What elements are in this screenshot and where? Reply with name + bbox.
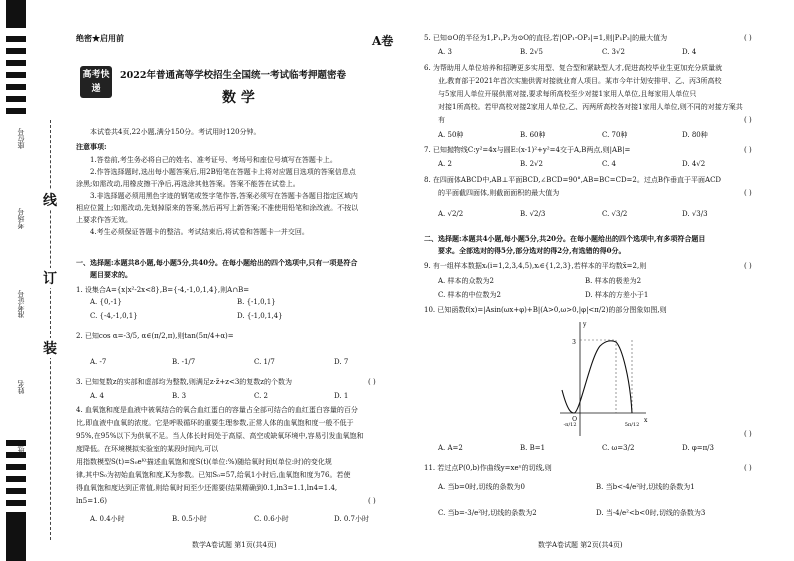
- q10-option-b[interactable]: B. B=1: [520, 444, 546, 452]
- notice-line: 上要求作答无效。: [76, 216, 132, 224]
- q4-option-d[interactable]: D. 0.7小时: [334, 515, 369, 523]
- secret-label: 绝密★启用前: [76, 33, 124, 43]
- q3-stem: 3. 已知复数z的实部和虚部均为整数,则满足z·z̄+z<3的复数z的个数为: [76, 378, 292, 386]
- notice-line: 2.作答选择题时,选出每小题答案后,用2B铅笔在答题卡上将对应题目选项的答案信息点: [90, 168, 356, 176]
- q4-line: 律,其中S₀为初始血氧饱和度,K为参数。已知S₀=57,给氧1小时后,血氧饱和度为76。若使: [76, 471, 351, 479]
- q10-option-c[interactable]: C. ω=3/2: [602, 444, 635, 452]
- cut-line: [50, 120, 51, 540]
- paper-type: A卷: [372, 34, 394, 48]
- q6-answer-bracket[interactable]: ( ): [744, 116, 752, 124]
- q11-answer-bracket[interactable]: ( ): [744, 464, 752, 472]
- exam-title: 2022年普通高等学校招生全国统一考试临考押题密卷: [120, 70, 346, 81]
- q9-option-d[interactable]: D. 样本的方差小于1: [585, 291, 649, 299]
- q7-stem: 7. 已知抛物线C:y²=4x与圆E:(x-1)²+y²=4交于A,B两点,则|AB|=: [424, 146, 631, 154]
- q4-line: 4. 血氧饱和度是血液中被氧结合的氧合血红蛋白的容量占全部可结合的血红蛋白容量的百分: [76, 406, 358, 414]
- page-1: [72, 0, 412, 561]
- q1-option-a[interactable]: A. {0,-1}: [90, 298, 122, 306]
- function-curve: [562, 341, 632, 413]
- q4-line: 用指数模型S(t)=S₀eᴷᵗ描述血氧饱和度S(t)(单位:%)随给氧时间t(单位:时)的变化规: [76, 458, 332, 466]
- q1-option-c[interactable]: C. {-4,-1,0,1}: [90, 312, 138, 320]
- q5-option-b[interactable]: B. 2√5: [520, 48, 543, 56]
- q8-option-b[interactable]: B. √2/3: [520, 210, 546, 218]
- q4-line: 比,即血液中血氧的浓度。它是呼吸循环的重要生理参数,正常人体的血氧饱和度一般不低于: [76, 419, 354, 427]
- q3-option-d[interactable]: D. 1: [334, 392, 349, 400]
- q2-option-c[interactable]: C. 1/7: [254, 358, 275, 366]
- page-2-footer: 数学A卷试题 第2页(共4页): [538, 541, 623, 549]
- q8-line: 的平面截四面体,则截面面积的最大值为: [438, 189, 560, 197]
- x-tick-label: 5π/12: [624, 422, 640, 428]
- q5-option-c[interactable]: C. 3√2: [602, 48, 625, 56]
- line-mark: 线: [43, 190, 57, 210]
- q1-option-b[interactable]: B. {-1,0,1}: [237, 298, 276, 306]
- subject-title: 数 学: [222, 90, 255, 106]
- q9-option-c[interactable]: C. 样本的中位数为2: [438, 291, 502, 299]
- binding-margin: [0, 0, 70, 561]
- q11-stem: 11. 若过点P(0,b)作曲线y=xeˣ的切线,则: [424, 464, 552, 472]
- q4-option-b[interactable]: B. 0.5小时: [172, 515, 207, 523]
- q8-option-a[interactable]: A. √2/2: [438, 210, 464, 218]
- q4-answer-bracket[interactable]: ( ): [368, 497, 376, 505]
- q6-line: 与5家用人单位开展供需对接,要求每所高校至少对接1家用人单位,且每家用人单位只: [438, 90, 697, 98]
- q11-option-c[interactable]: C. 当b=-3/e²时,切线的条数为2: [438, 509, 537, 517]
- page-1-footer: 数学A卷试题 第1页(共4页): [192, 541, 277, 549]
- q6-option-b[interactable]: B. 60种: [520, 131, 546, 139]
- class-label: 班级: [17, 440, 25, 454]
- x-tick-label: -π/12: [563, 422, 577, 428]
- q5-stem: 5. 已知⊙O的半径为1,P₁,P₂为⊙O的直径,若|OP₁-OP₂|=1,则|P₁P₂|的最大值为: [424, 34, 668, 42]
- q2-option-d[interactable]: D. 7: [334, 358, 349, 366]
- q4-line: 得血氧饱和度达到正常值,则给氧时间至少还需要(结果精确到0.1,ln3=1.1,ln4=1.4,: [76, 484, 338, 492]
- q2-stem: 2. 已知cos α=-3/5, α∈(π/2,π),则tan(5π/4+α)=: [76, 332, 234, 340]
- q8-line: 8. 在四面体ABCD中,AB⊥平面BCD,∠BCD=90°,AB=BC=CD=2。过点B作垂直于平面ACD: [424, 176, 722, 184]
- q11-option-a[interactable]: A. 当b=0时,切线的条数为0: [438, 483, 525, 491]
- q9-answer-bracket[interactable]: ( ): [744, 262, 752, 270]
- q4-line: 度降低。在环境模拟实验室的某段时间内,可以: [76, 445, 219, 453]
- q3-option-a[interactable]: A. 4: [90, 392, 104, 400]
- notice-line: 1.答卷前,考生务必将自己的姓名、准考证号、考场号和座位号填写在答题卡上。: [90, 156, 337, 164]
- q1-option-d[interactable]: D. {-1,0,1,4}: [237, 312, 283, 320]
- q7-option-b[interactable]: B. 2√2: [520, 160, 543, 168]
- q2-option-b[interactable]: B. -1/7: [172, 358, 196, 366]
- q6-line: 对接1所高校。若甲高校对接2家用人单位,乙、丙两所高校各对接1家用人单位,则不同的对接方案共: [438, 103, 743, 111]
- q9-option-a[interactable]: A. 样本的众数为2: [438, 277, 494, 285]
- q4-option-a[interactable]: A. 0.4小时: [90, 515, 125, 523]
- q10-option-d[interactable]: D. φ=π/3: [682, 444, 714, 452]
- q8-option-c[interactable]: C. √3/2: [602, 210, 628, 218]
- notice-line: 相应位置上;如需改动,先划掉原来的答案,然后再写上新答案;不准使用铅笔和涂改液。不按以: [76, 204, 359, 212]
- q7-option-c[interactable]: C. 4: [602, 160, 617, 168]
- q3-option-c[interactable]: C. 2: [254, 392, 269, 400]
- q5-answer-bracket[interactable]: ( ): [744, 34, 752, 42]
- q5-option-a[interactable]: A. 3: [438, 48, 452, 56]
- x-axis-label: x: [644, 417, 648, 424]
- q4-line: ln5=1.6): [76, 497, 107, 505]
- q11-option-b[interactable]: B. 当b<-4/e²时,切线的条数为1: [596, 483, 695, 491]
- section-1-heading: 一、选择题:本题共8小题,每小题5分,共40分。在每小题给出的四个选项中,只有一项是符合: [76, 258, 358, 267]
- q4-option-c[interactable]: C. 0.6小时: [254, 515, 289, 523]
- seat-label: 座位号: [17, 128, 25, 149]
- y-axis-label: y: [583, 321, 587, 328]
- q1-stem: 1. 设集合A={x|x²-2x<8},B={-4,-1,0,1,4},则A∩B=: [76, 286, 250, 294]
- notice-line: 涂黑;如需改动,用橡皮擦干净后,再选涂其他答案。答案不能答在试卷上。: [76, 180, 300, 188]
- bind-mark: 订: [43, 268, 57, 288]
- logo: 高考快递: [80, 66, 112, 98]
- notice-line: 4.考生必须保证答题卡的整洁。考试结束后,将试卷和答题卡一并交回。: [90, 228, 309, 236]
- ticket-label: 准考证号: [17, 290, 25, 318]
- q5-option-d[interactable]: D. 4: [682, 48, 697, 56]
- q9-stem: 9. 有一组样本数据xᵢ(i=1,2,3,4,5),xᵢ∈{1,2,3},若样本的平均数x̄=2,则: [424, 262, 647, 270]
- notice-title: 注意事项:: [76, 142, 107, 151]
- section-2-heading: 二、选择题:本题共4小题,每小题5分,共20分。在每小题给出的四个选项中,有多项符合题目: [424, 234, 706, 243]
- q2-option-a[interactable]: A. -7: [90, 358, 107, 366]
- q8-answer-bracket[interactable]: ( ): [744, 189, 752, 197]
- q10-option-a[interactable]: A. A=2: [438, 444, 463, 452]
- q6-line: 有: [438, 116, 445, 124]
- q10-graph: [560, 318, 650, 438]
- q6-line: 6. 为帮助用人单位培养和招聘更多实用型、复合型和紧缺型人才,促进高校毕业生更加充分质量就: [424, 64, 723, 72]
- room-label: 考场号: [17, 208, 25, 229]
- q6-option-d[interactable]: D. 80种: [682, 131, 708, 139]
- q8-option-d[interactable]: D. √3/3: [682, 210, 708, 218]
- q4-line: 95%,在95%以下为供氧不足。当人体长时间处于高原、高空或缺氧环境中,容易引发血氧饱和: [76, 432, 364, 440]
- page-2: [420, 0, 790, 561]
- q7-option-a[interactable]: A. 2: [438, 160, 452, 168]
- q7-option-d[interactable]: D. 4√2: [682, 160, 706, 168]
- section-2-heading-cont: 要求。全部选对的得5分,部分选对的得2分,有选错的得0分。: [438, 246, 626, 255]
- q6-option-a[interactable]: A. 50种: [438, 131, 464, 139]
- q7-answer-bracket[interactable]: ( ): [744, 146, 752, 154]
- q6-line: 业,教育部于2021年首次实施供需对接就业育人项目。某市今年计划安排甲、乙、丙3所高校: [438, 77, 722, 85]
- y-tick-label: 3: [572, 339, 576, 346]
- notice-line: 3.非选择题必须用黑色字迹的钢笔或签字笔作答,答案必须写在答题卡各题目指定区域内: [90, 192, 358, 200]
- intro-text: 本试卷共4页,22小题,满分150分。考试用时120分钟。: [90, 128, 261, 136]
- name-label: 姓名: [17, 380, 25, 394]
- q10-answer-bracket[interactable]: ( ): [744, 430, 752, 438]
- q3-option-b[interactable]: B. 3: [172, 392, 187, 400]
- q6-option-c[interactable]: C. 70种: [602, 131, 628, 139]
- q3-answer-bracket[interactable]: ( ): [368, 378, 376, 386]
- origin-label: O: [572, 416, 577, 423]
- staple-mark: 装: [43, 338, 57, 358]
- q9-option-b[interactable]: B. 样本的极差为2: [585, 277, 642, 285]
- q11-option-d[interactable]: D. 当-4/e²<b<0时,切线的条数为3: [596, 509, 706, 517]
- section-1-heading-cont: 题目要求的。: [90, 270, 132, 279]
- q10-stem: 10. 已知函数f(x)=|Asin(ωx+φ)+B|(A>0,ω>0,|φ|<π/2)的部分图象如图,则: [424, 306, 667, 314]
